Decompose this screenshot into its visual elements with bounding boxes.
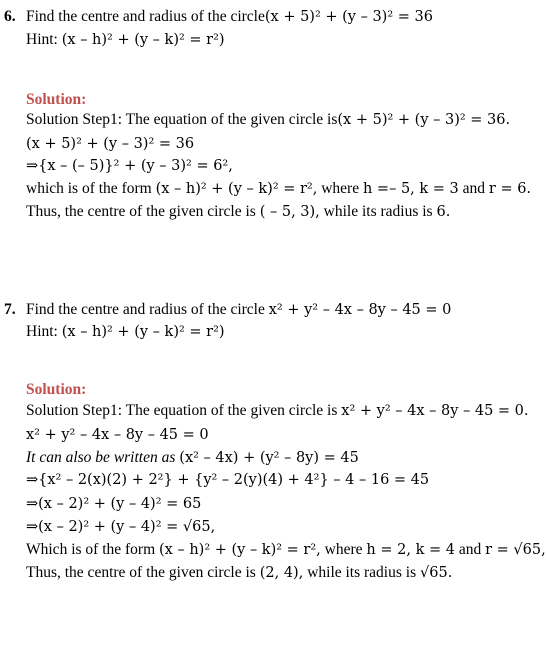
line8-radius: √65.	[420, 565, 453, 581]
question-6-hint	[26, 30, 225, 50]
question-6-number: 6.	[4, 8, 16, 25]
question-7-solution-heading: Solution:	[26, 381, 87, 398]
line5-centre: ( – 5, 3),	[259, 204, 320, 220]
line8-centre: (2, 4),	[259, 565, 304, 581]
step1-equation: (x + 5)² + (y – 3)² = 36.	[337, 112, 511, 128]
line8-text2: while its radius is	[307, 564, 417, 581]
line5-text1: Thus, the centre of the given circle is	[26, 203, 256, 220]
line4-and: and	[462, 180, 486, 197]
question-6-text	[26, 7, 433, 27]
question-7-line2: x² + y² – 4x – 8y – 45 = 0	[26, 427, 209, 443]
hint-label: Hint:	[26, 323, 58, 340]
line3-text: It can also be written as	[26, 449, 176, 466]
question-7-line6: ⇒(x – 2)² + (y – 4)² = √65,	[26, 519, 216, 535]
question-7-line3	[26, 448, 359, 468]
question-6-equation: (x + 5)² + (y – 3)² = 36	[264, 9, 433, 25]
question-6-line3: ⇒{x – (– 5)}² + (y – 3)² = 6²,	[26, 158, 233, 174]
question-7-hint	[26, 322, 225, 342]
question-6-step1	[26, 110, 510, 130]
line7-and: and	[458, 541, 482, 558]
line7-r: r = √65,	[485, 542, 546, 558]
question-7-line7	[26, 540, 546, 560]
line8-text1: Thus, the centre of the given circle is	[26, 564, 256, 581]
hint-equation: (x – h)² + (y – k)² = r²)	[61, 32, 225, 48]
hint-equation: (x – h)² + (y – k)² = r²)	[61, 324, 225, 340]
question-7-line8	[26, 563, 452, 583]
question-7-text	[26, 300, 451, 320]
step1-text: Solution Step1: The equation of the given circle is	[26, 111, 338, 128]
line7-where: where	[324, 541, 363, 558]
question-6-line2: (x + 5)² + (y – 3)² = 36	[26, 136, 195, 152]
question-7-line5: ⇒(x – 2)² + (y – 4)² = 65	[26, 496, 202, 512]
hint-label: Hint:	[26, 31, 58, 48]
question-6-line5	[26, 202, 450, 222]
line7-equation: (x – h)² + (y – k)² = r²,	[159, 542, 321, 558]
question-7-number: 7.	[4, 301, 16, 318]
line4-hk: h =– 5, k = 3	[362, 181, 459, 197]
question-6-solution-heading: Solution:	[26, 91, 87, 108]
step1-text: Solution Step1: The equation of the given circle is	[26, 402, 338, 419]
question-6-line4	[26, 179, 531, 199]
line3-equation: (x² – 4x) + (y² – 8y) = 45	[179, 450, 359, 466]
question-7-step1	[26, 401, 529, 421]
question-7-line4: ⇒{x² – 2(x)(2) + 2²} + {y² – 2(y)(4) + 4²} – 4 – 16 = 45	[26, 472, 430, 488]
line5-text2: while its radius is	[323, 203, 433, 220]
line7-text: Which is of the form	[26, 541, 156, 558]
question-7-prompt: Find the centre and radius of the circle	[26, 301, 265, 318]
question-6-prompt: Find the centre and radius of the circle	[26, 8, 265, 25]
line4-equation: (x – h)² + (y – k)² = r²,	[155, 181, 318, 197]
line4-where: where	[321, 180, 360, 197]
line4-text: which is of the form	[26, 180, 152, 197]
question-7-equation: x² + y² – 4x – 8y – 45 = 0	[268, 302, 452, 318]
step1-equation: x² + y² – 4x – 8y – 45 = 0.	[341, 403, 529, 419]
line7-hk: h = 2, k = 4	[366, 542, 455, 558]
line4-r: r = 6.	[488, 181, 532, 197]
line5-radius: 6.	[436, 204, 451, 220]
